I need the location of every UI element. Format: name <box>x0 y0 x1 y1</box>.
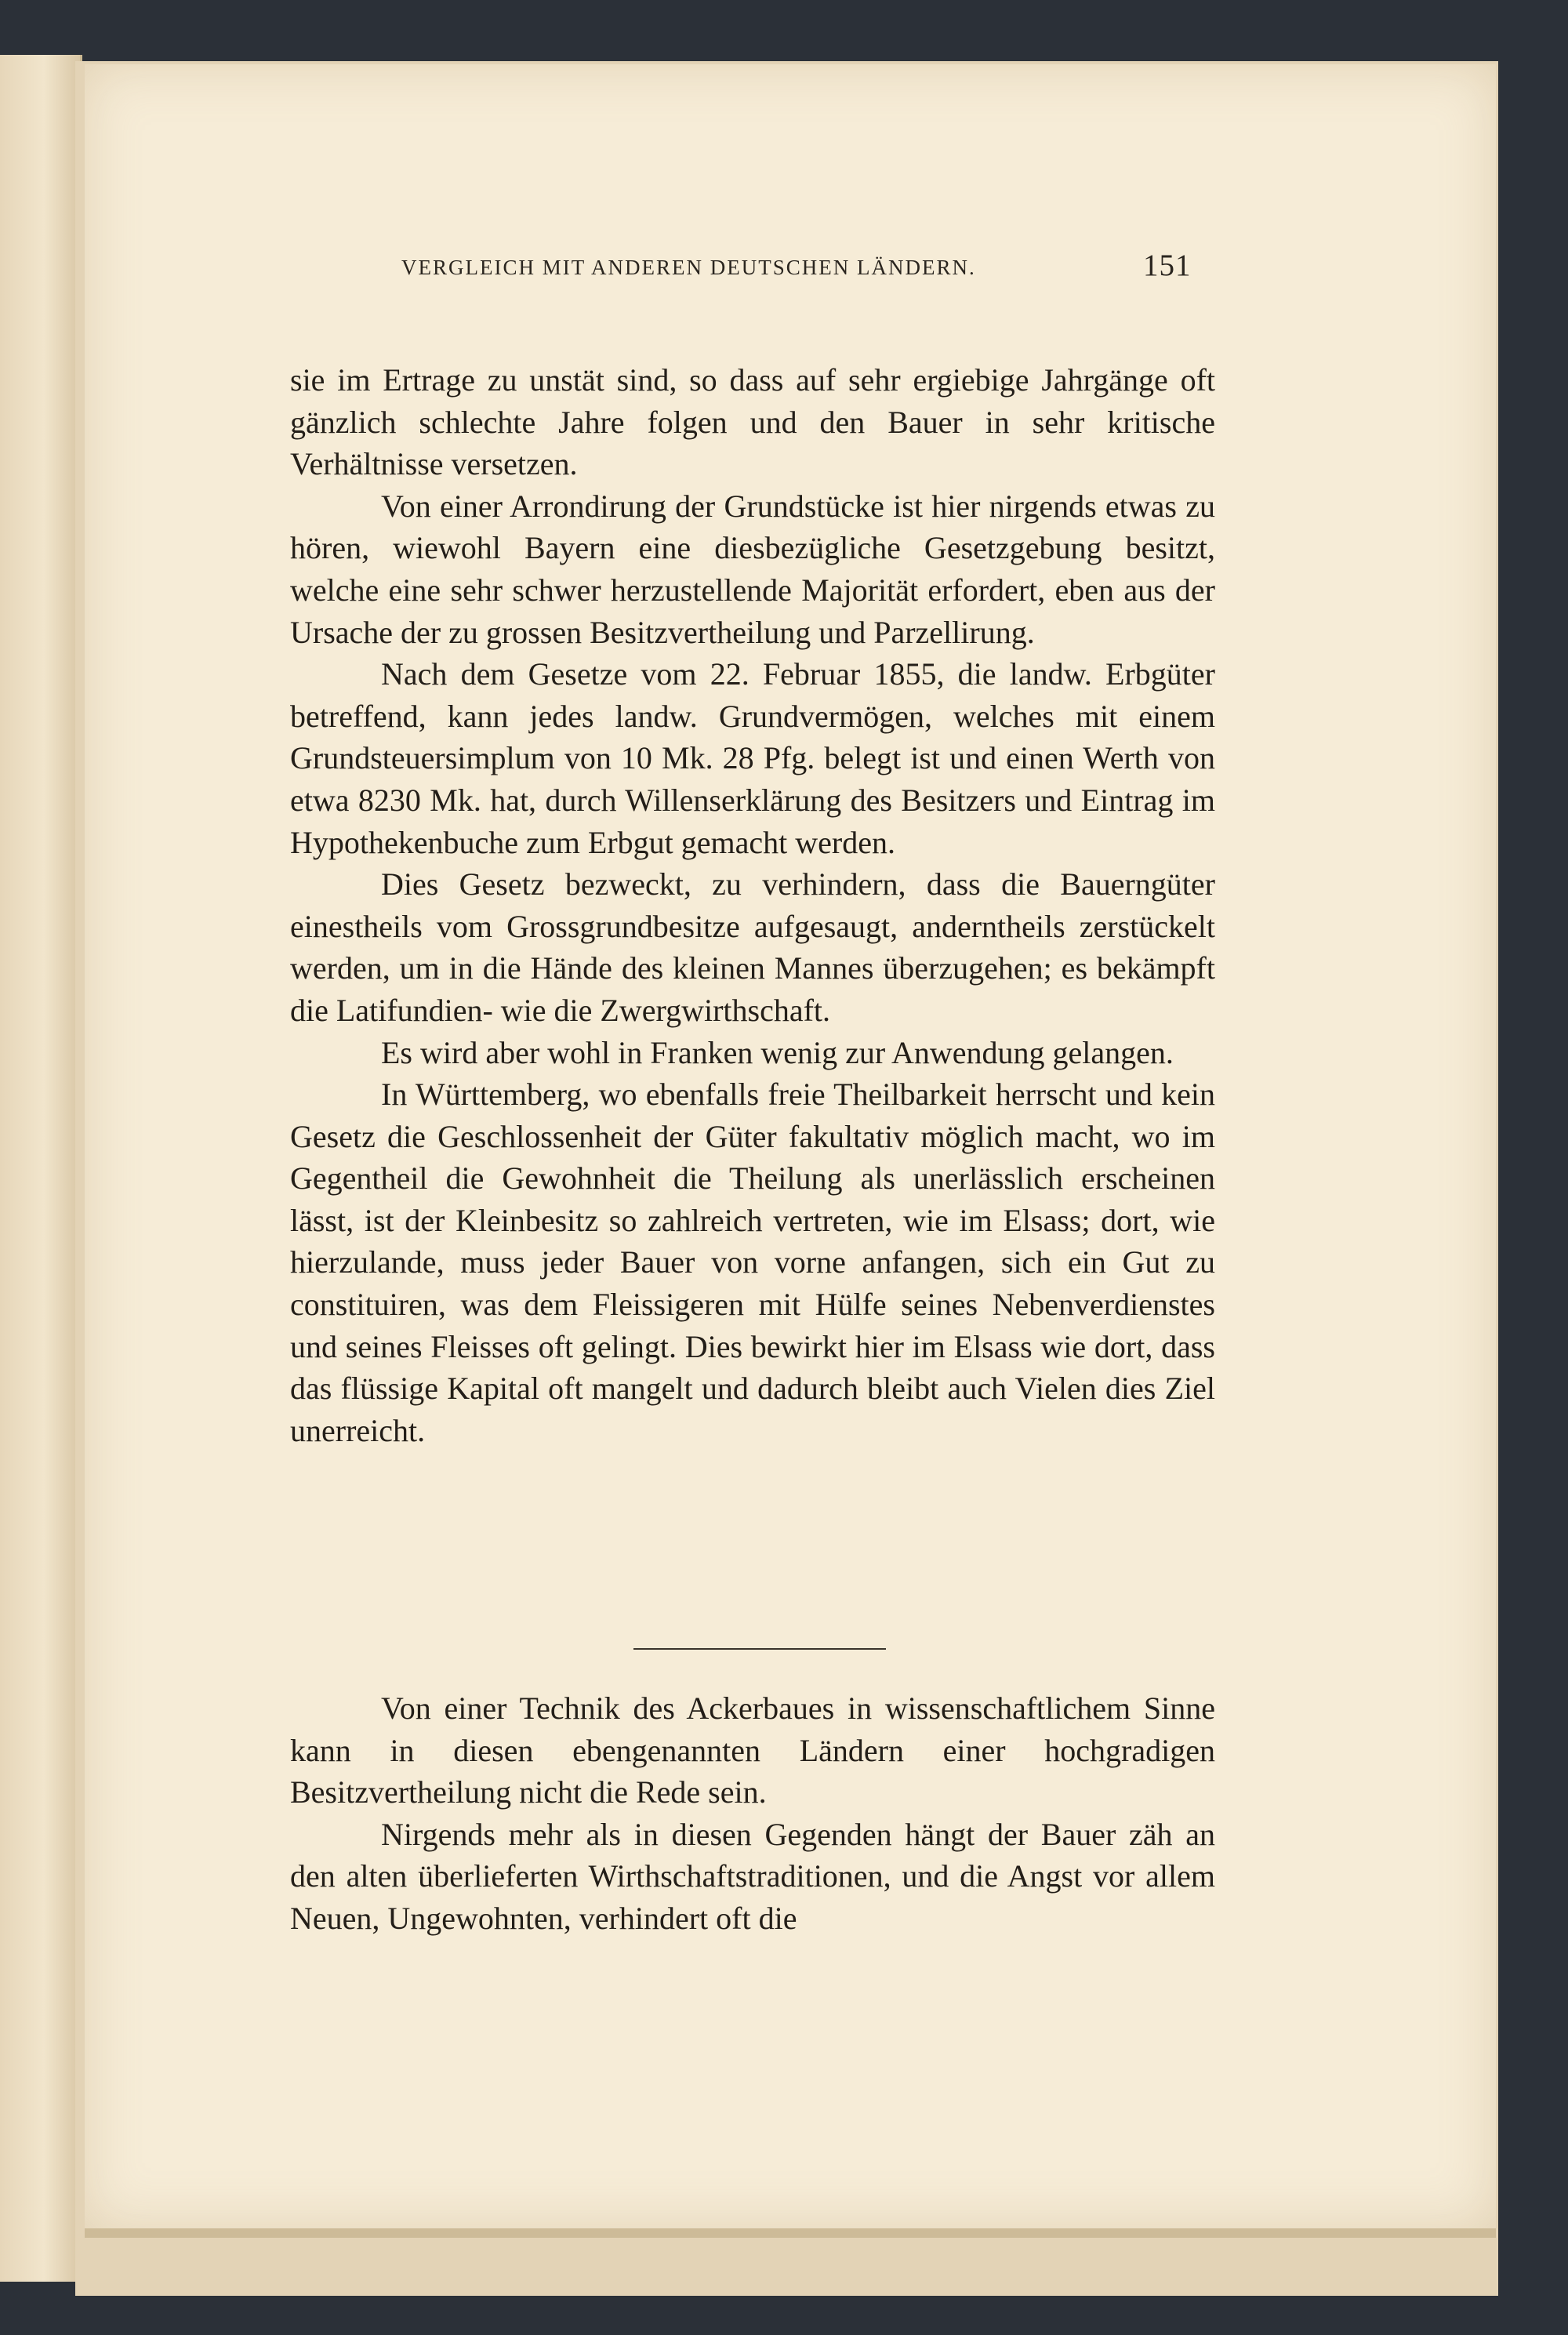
paragraph-wuerttemberg: In Württemberg, wo ebenfalls freie Theilbarkeit herrscht und kein Gesetz die Geschlossenheit der Güter fakultativ möglich macht, wo im Gegentheil die Gewohnheit die Theilung als unerlässlich erscheinen lässt, ist der Kleinbesitz so zahlreich vertreten, wie im Elsass; dort, wie hierzulande, muss jeder Bauer von vorne anfangen, sich ein Gut zu constituiren, was dem Fleissigeren mit Hülfe seines Nebenverdienstes und seines Fleisses oft gelingt. Dies bewirkt hier im Elsass wie dort, dass das flüssige Kapital oft mangelt und dadurch bleibt auch Vielen dies Ziel unerreicht. <box>290 1077 1215 1448</box>
paragraph-traditionen: Nirgends mehr als in diesen Gegenden hängt der Bauer zäh an den alten überlieferten Wirthschaftstraditionen, und die Angst vor allem Neuen, Ungewohnten, verhindert oft die <box>290 1816 1215 1936</box>
section-divider <box>633 1648 886 1650</box>
paragraph-franken: Es wird aber wohl in Franken wenig zur Anwendung gelangen. <box>381 1034 1174 1070</box>
section-two-text <box>290 1687 1215 1940</box>
running-head <box>314 226 1200 304</box>
page-number: 151 <box>1143 249 1192 282</box>
paragraph-arrondirung: Von einer Arrondirung der Grundstücke ist hier nirgends etwas zu hören, wiewohl Bayern eine diesbezügliche Gesetzgebung besitzt, welche eine sehr schwer herzustellende Majorität erfordert, eben aus der Ursache der zu grossen Besitzvertheilung und Parzellirung. <box>290 488 1215 650</box>
paragraph-gesetz-zweck: Dies Gesetz bezweckt, zu verhindern, dass die Bauerngüter einestheils vom Grossgrundbesitze aufgesaugt, anderntheils zerstückelt werden, um in die Hände des kleinen Mannes überzugehen; es bekämpft die Latifundien- wie die Zwergwirthschaft. <box>290 866 1215 1028</box>
paragraph-continued: sie im Ertrage zu unstät sind, so dass auf sehr ergiebige Jahrgänge oft gänzlich schlechte Jahre folgen und den Bauer in sehr kritische Verhältnisse versetzen. <box>290 362 1215 482</box>
page-bottom-edge <box>85 2228 1496 2238</box>
running-title: VERGLEICH MIT ANDEREN DEUTSCHEN LÄNDERN. <box>401 256 976 279</box>
facing-page-edge <box>0 55 82 2282</box>
paragraph-technik: Von einer Technik des Ackerbaues in wissenschaftlichem Sinne kann in diesen ebengenannten Ländern einer hochgradigen Besitzvertheilung nicht die Rede sein. <box>290 1690 1215 1810</box>
main-text <box>290 359 1215 1451</box>
paragraph-gesetz-1855: Nach dem Gesetze vom 22. Februar 1855, die landw. Erbgüter betreffend, kann jedes landw. Grundvermögen, welches mit einem Grundsteuersimplum von 10 Mk. 28 Pfg. belegt ist und einen Werth von etwa 8230 Mk. hat, durch Willenserklärung des Besitzers und Eintrag im Hypothekenbuche zum Erbgut gemacht werden. <box>290 656 1215 860</box>
